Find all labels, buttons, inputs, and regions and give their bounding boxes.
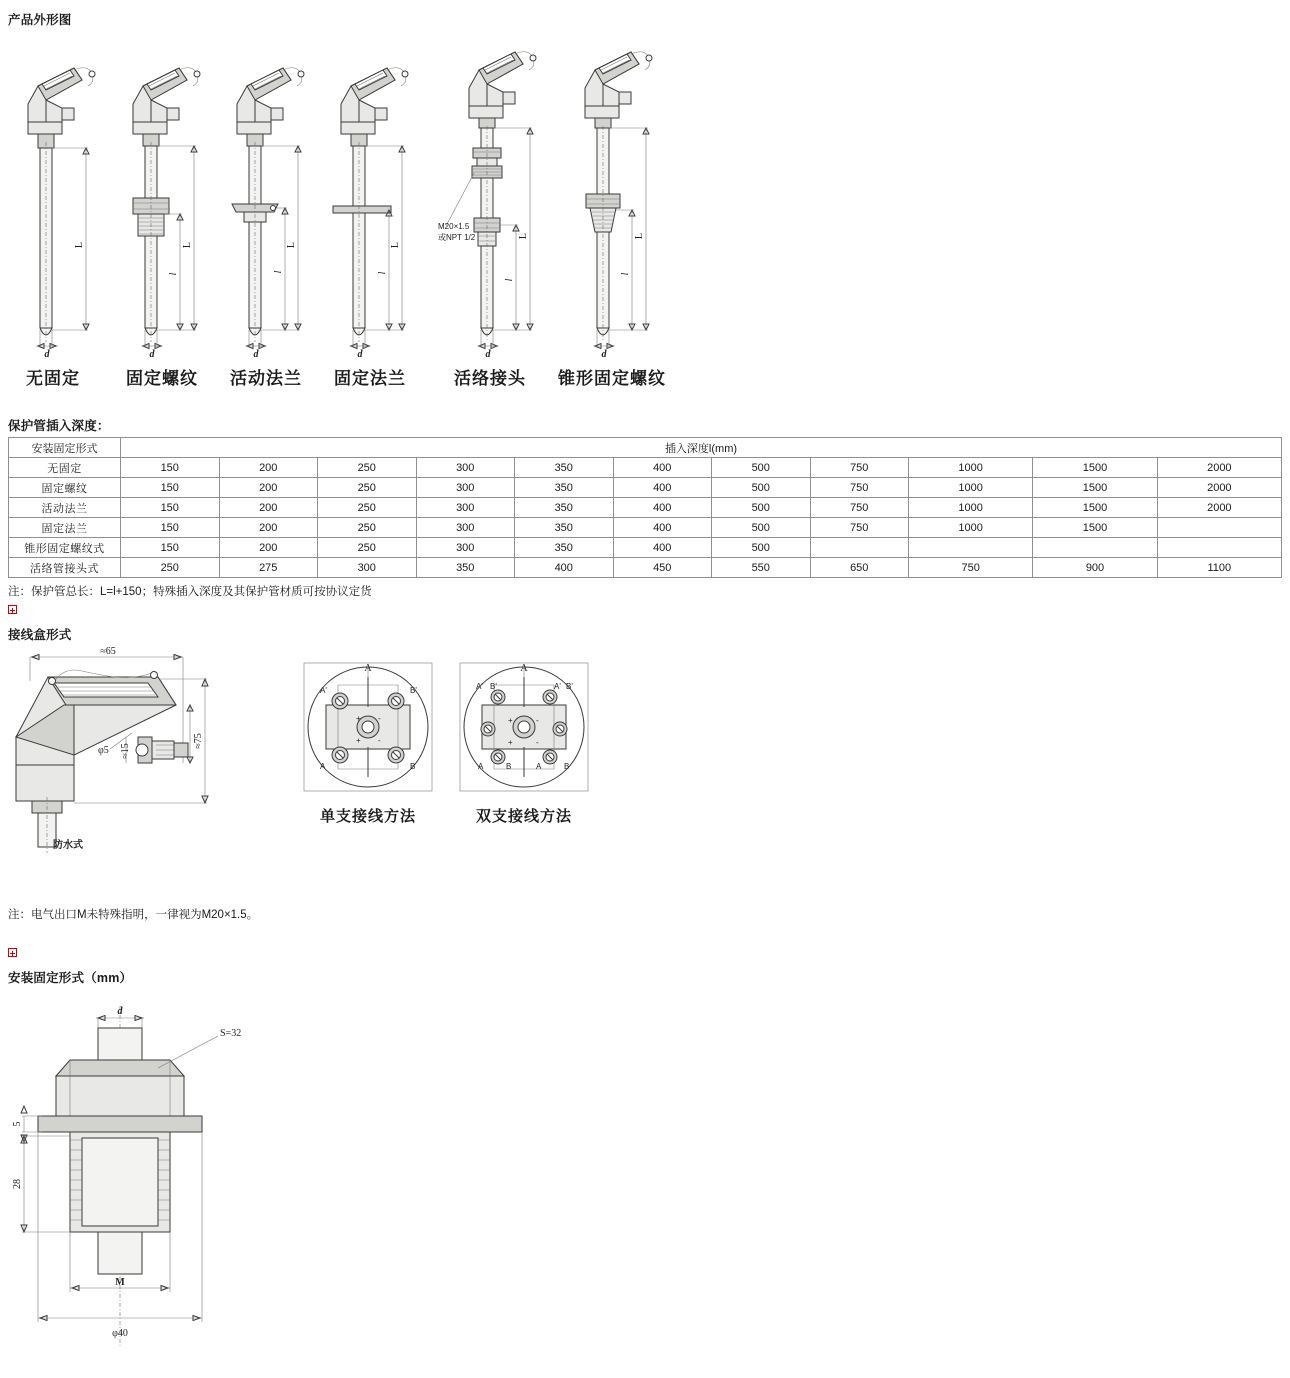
figure-caption-0: 无固定 [26,369,80,388]
mounting-drawing-svg [8,988,328,1358]
cell: 550 [712,558,811,578]
svg-text:l: l [273,270,284,274]
svg-text:+: + [356,736,361,745]
double-wiring-caption: 双支接线方法 [476,809,573,825]
svg-text:d: d [117,1006,123,1017]
cell: 350 [515,518,614,538]
cell: 150 [121,498,220,518]
cell: 400 [613,458,712,478]
svg-text:d: d [44,349,50,360]
table-row [9,478,1282,498]
cell: 250 [318,538,417,558]
cell: 500 [712,518,811,538]
svg-text:-: - [536,716,539,725]
svg-text:A: A [364,663,372,674]
cell: 350 [416,558,515,578]
insertion-depth-table [8,437,1282,578]
cell: 300 [416,538,515,558]
cell: 200 [219,498,318,518]
svg-text:d: d [253,349,259,360]
cell: 500 [712,478,811,498]
cell: 1000 [909,478,1033,498]
figure-no-fixing [28,68,95,360]
cell: 750 [909,558,1033,578]
table-header-row [9,438,1282,458]
waterproof-head-figure [16,646,208,853]
svg-text:L: L [182,241,193,249]
junction-box-svg [8,645,608,860]
svg-text:L: L [74,241,85,249]
figure-fixed-thread [133,68,200,360]
cell: 250 [318,478,417,498]
figure-caption-5: 锥形固定螺纹 [558,369,666,388]
svg-text:A': A' [320,686,327,695]
svg-text:B: B [506,762,512,771]
svg-text:+: + [356,714,361,723]
section-title-outline: 产品外形图 [8,13,72,27]
cell: 350 [515,458,614,478]
svg-text:d: d [357,349,363,360]
junction-box-drawings [8,645,1282,860]
cell: 500 [712,458,811,478]
cell: 2000 [1157,478,1281,498]
cell [1157,518,1281,538]
table-row [9,538,1282,558]
svg-text:5: 5 [12,1121,23,1127]
cell: 750 [810,478,909,498]
cell: 200 [219,538,318,558]
cell: 150 [121,458,220,478]
figure-taper-fixed-thread [585,52,652,360]
cell: 400 [613,538,712,558]
svg-text:L: L [634,232,645,240]
cell: 1100 [1157,558,1281,578]
svg-text:S=32: S=32 [220,1028,242,1039]
cell: 275 [219,558,318,578]
cell [810,538,909,558]
svg-text:B: B [564,762,570,771]
row-label: 活动法兰 [9,498,121,518]
figure-caption-2: 活动法兰 [230,369,302,388]
svg-text:B': B' [490,682,497,691]
cell: 1500 [1033,498,1157,518]
svg-text:φ40: φ40 [112,1328,128,1339]
header-mounting-type: 安装固定形式 [9,438,121,458]
cell: 500 [712,498,811,518]
svg-text:-: - [378,714,381,723]
cell: 300 [416,518,515,538]
svg-text:28: 28 [12,1179,23,1189]
svg-text:A: A [520,663,528,674]
svg-text:d: d [601,349,607,360]
cell: 400 [613,498,712,518]
header-insertion-depth: 插入深度l(mm) [121,438,1282,458]
svg-text:A: A [320,762,326,771]
svg-text:A: A [478,762,484,771]
svg-text:≈75: ≈75 [193,733,204,749]
single-wiring-caption: 单支接线方法 [320,809,417,825]
cell: 250 [121,558,220,578]
figure-union-joint [438,52,536,360]
svg-text:或NPT 1/2: 或NPT 1/2 [438,233,476,242]
cell: 650 [810,558,909,578]
svg-text:l: l [168,272,179,276]
figure-caption-4: 活络接头 [454,369,526,388]
cell: 750 [810,518,909,538]
figure-fixed-flange [333,68,408,360]
svg-text:l: l [377,271,388,275]
cell: 250 [318,518,417,538]
svg-text:φ5: φ5 [98,745,109,756]
cell: 1500 [1033,458,1157,478]
outline-figure-captions [8,364,1282,394]
figure-caption-3: 固定法兰 [334,369,406,388]
cell [1033,538,1157,558]
cell: 300 [416,458,515,478]
row-label: 固定法兰 [9,518,121,538]
cell: 2000 [1157,498,1281,518]
cell: 250 [318,498,417,518]
svg-text:A': A' [476,682,483,691]
mounting-drawing [8,988,1282,1358]
cell: 750 [810,458,909,478]
table-row [9,458,1282,478]
svg-text:M20×1.5: M20×1.5 [438,222,470,231]
cell: 200 [219,458,318,478]
cell: 900 [1033,558,1157,578]
svg-text:l: l [504,278,515,282]
svg-text:B': B' [566,682,573,691]
svg-text:≈65: ≈65 [100,646,116,657]
single-wiring-figure [304,663,432,791]
svg-text:L: L [390,241,401,249]
svg-text:L: L [518,232,529,240]
cell: 400 [613,518,712,538]
row-label: 锥形固定螺纹式 [9,538,121,558]
table-row [9,518,1282,538]
cell: 750 [810,498,909,518]
section-title-junction: 接线盒形式 [8,628,72,642]
svg-text:l: l [620,272,631,276]
broken-image-icon-2 [8,948,17,957]
junction-note: 注：电气出口M未特殊指明，一律视为M20×1.5。 [8,909,259,921]
depth-note: 注：保护管总长：L=l+150；特殊插入深度及其保护管材质可按协议定货 [8,586,372,598]
cell: 300 [318,558,417,578]
row-label: 固定螺纹 [9,478,121,498]
outline-drawing-svg [8,30,708,370]
table-row [9,558,1282,578]
svg-text:-: - [536,738,539,747]
cell: 200 [219,518,318,538]
broken-image-icon-1 [8,605,17,614]
cell [909,538,1033,558]
figure-movable-flange [232,68,304,360]
svg-text:+: + [508,716,513,725]
cell: 1500 [1033,478,1157,498]
cell: 2000 [1157,458,1281,478]
svg-text:+: + [508,738,513,747]
cell: 250 [318,458,417,478]
row-label: 无固定 [9,458,121,478]
cell: 400 [515,558,614,578]
figure-caption-1: 固定螺纹 [126,369,198,388]
section-title-mounting: 安装固定形式（mm） [8,971,133,985]
cell: 150 [121,538,220,558]
cell: 350 [515,498,614,518]
cell: 150 [121,518,220,538]
svg-text:B': B' [410,686,417,695]
cell: 400 [613,478,712,498]
cell: 350 [515,478,614,498]
cell: 300 [416,498,515,518]
svg-text:M: M [115,1277,125,1288]
table-row [9,498,1282,518]
cell: 350 [515,538,614,558]
svg-text:A: A [536,762,542,771]
outline-drawings [8,30,1282,370]
svg-text:≈15: ≈15 [120,743,131,759]
svg-text:B: B [410,762,416,771]
cell: 200 [219,478,318,498]
row-label: 活络管接头式 [9,558,121,578]
svg-text:A': A' [554,682,561,691]
section-title-depth: 保护管插入深度： [8,419,110,433]
cell: 1000 [909,498,1033,518]
cell: 1000 [909,458,1033,478]
cell: 300 [416,478,515,498]
cell: 150 [121,478,220,498]
svg-text:d: d [485,349,491,360]
cell [1157,538,1281,558]
svg-text:d: d [149,349,155,360]
cell: 450 [613,558,712,578]
waterproof-caption-inline: 防水式 [53,840,83,851]
double-wiring-figure [460,663,588,791]
cell: 500 [712,538,811,558]
svg-text:L: L [286,241,297,249]
cell: 1500 [1033,518,1157,538]
svg-text:-: - [378,736,381,745]
cell: 1000 [909,518,1033,538]
